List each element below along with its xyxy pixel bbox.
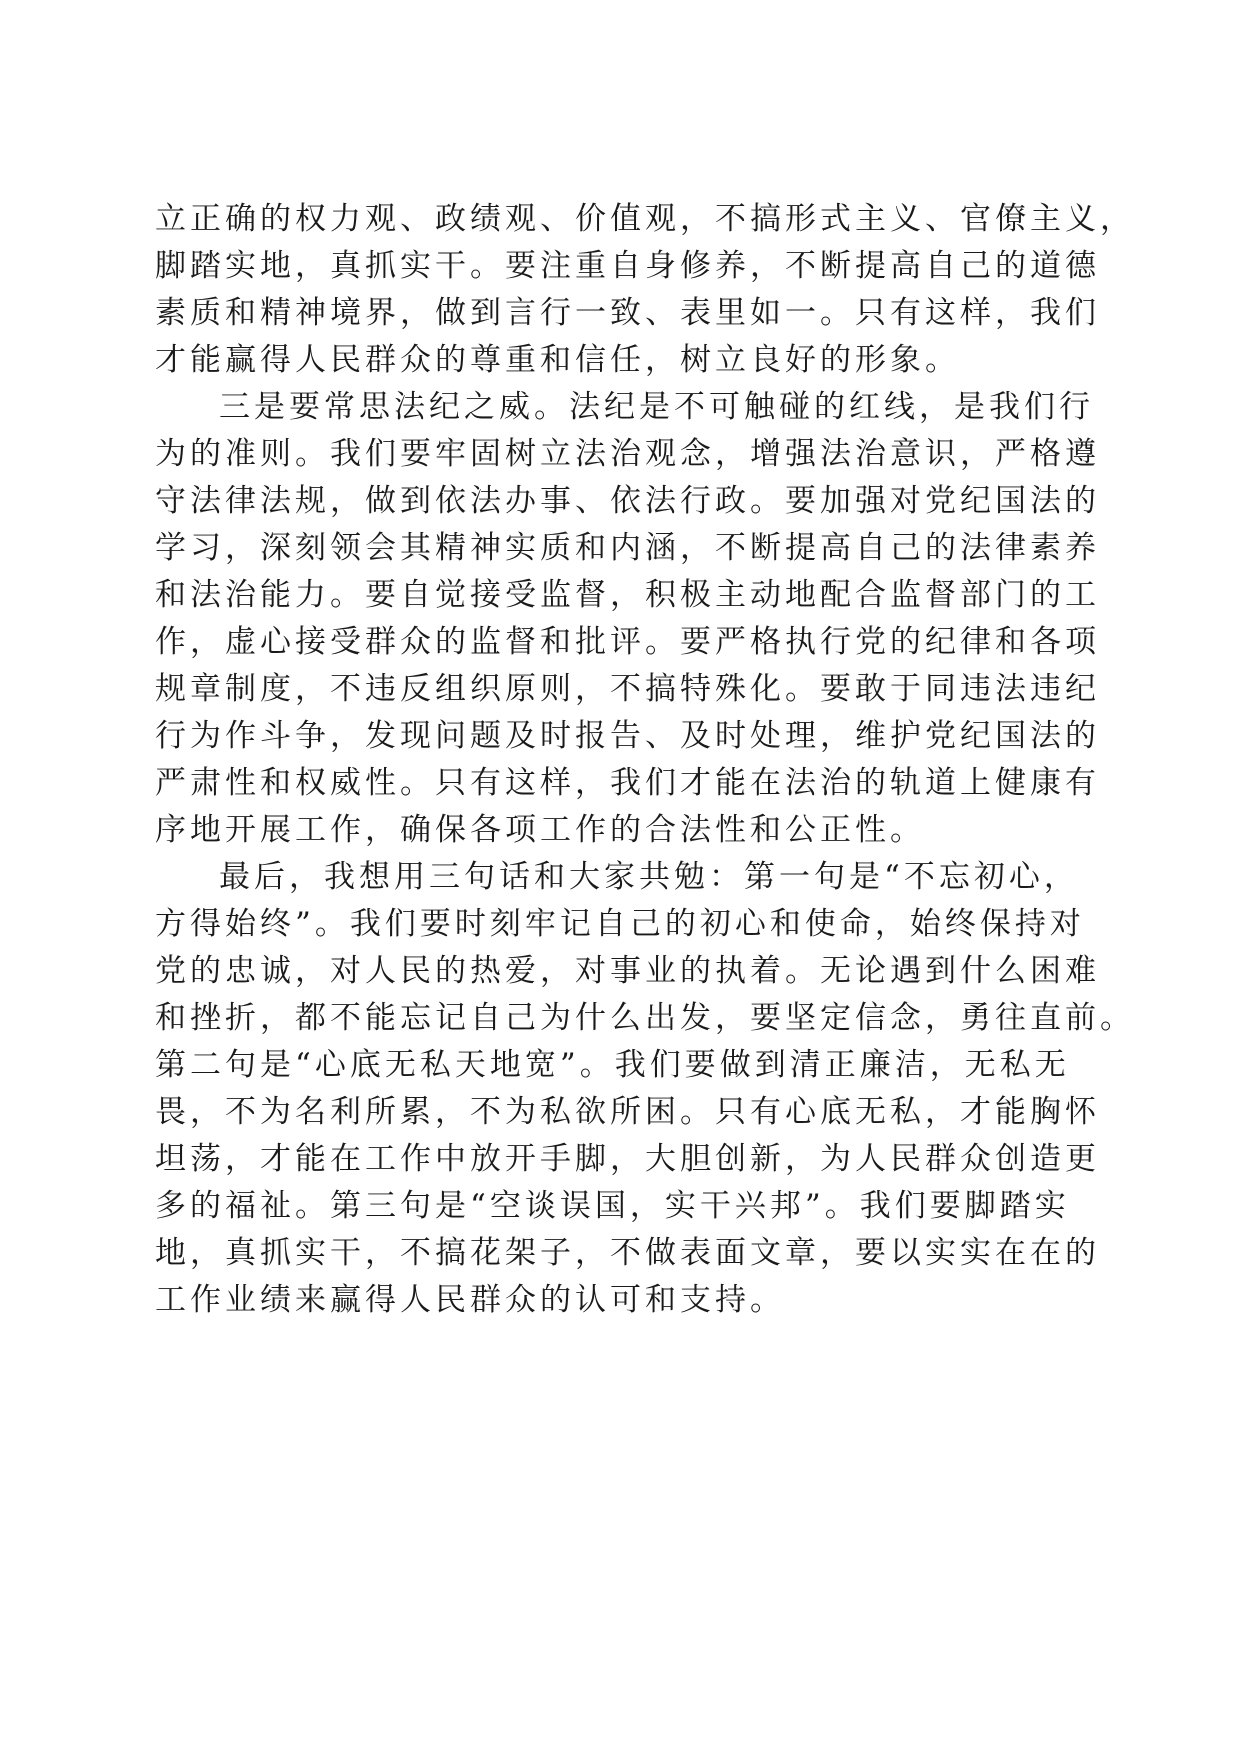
text-line: 行为作斗争，发现问题及时报告、及时处理，维护党纪国法的	[155, 718, 1100, 754]
text-line: 才能赢得人民群众的尊重和信任，树立良好的形象。	[155, 342, 960, 378]
text-line: 工作业绩来赢得人民群众的认可和支持。	[155, 1282, 785, 1318]
text-line: 三是要常思法纪之威。法纪是不可触碰的红线，是我们行	[219, 389, 1094, 425]
text-line: 坦荡，才能在工作中放开手脚，大胆创新，为人民群众创造更	[155, 1141, 1100, 1177]
text-line: 和法治能力。要自觉接受监督，积极主动地配合监督部门的工	[155, 577, 1100, 613]
text-line: 最后，我想用三句话和大家共勉：第一句是“不忘初心，	[219, 859, 1079, 895]
text-line: 和挫折，都不能忘记自己为什么出发，要坚定信念，勇往直前。	[155, 1000, 1135, 1036]
text-line: 畏，不为名利所累，不为私欲所困。只有心底无私，才能胸怀	[155, 1094, 1100, 1130]
text-line: 作，虚心接受群众的监督和批评。要严格执行党的纪律和各项	[155, 624, 1100, 660]
text-line: 立正确的权力观、政绩观、价值观，不搞形式主义、官僚主义，	[155, 201, 1135, 237]
text-line: 严肃性和权威性。只有这样，我们才能在法治的轨道上健康有	[155, 765, 1100, 801]
text-line: 守法律法规，做到依法办事、依法行政。要加强对党纪国法的	[155, 483, 1100, 519]
text-line: 第二句是“心底无私天地宽”。我们要做到清正廉洁，无私无	[155, 1047, 1070, 1083]
text-line: 规章制度，不违反组织原则，不搞特殊化。要敢于同违法违纪	[155, 671, 1100, 707]
text-line: 为的准则。我们要牢固树立法治观念，增强法治意识，严格遵	[155, 436, 1100, 472]
text-line: 党的忠诚，对人民的热爱，对事业的执着。无论遇到什么困难	[155, 953, 1100, 989]
text-line: 素质和精神境界，做到言行一致、表里如一。只有这样，我们	[155, 295, 1100, 331]
document-body	[155, 196, 1135, 1324]
text-line: 多的福祉。第三句是“空谈误国，实干兴邦”。我们要脚踏实	[155, 1188, 1070, 1224]
text-line: 学习，深刻领会其精神实质和内涵，不断提高自己的法律素养	[155, 530, 1100, 566]
text-line: 地，真抓实干，不搞花架子，不做表面文章，要以实实在在的	[155, 1235, 1100, 1271]
text-line: 序地开展工作，确保各项工作的合法性和公正性。	[155, 812, 925, 848]
text-line: 方得始终”。我们要时刻牢记自己的初心和使命，始终保持对	[155, 906, 1085, 942]
text-line: 脚踏实地，真抓实干。要注重自身修养，不断提高自己的道德	[155, 248, 1100, 284]
